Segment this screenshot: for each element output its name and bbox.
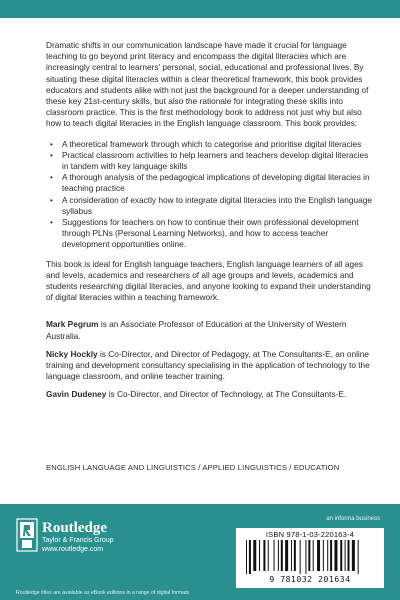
author-name: Nicky Hockly xyxy=(46,348,98,359)
publisher-url: www.routledge.com xyxy=(42,546,104,553)
routledge-logo-icon xyxy=(16,518,38,552)
barcode-bar xyxy=(249,540,251,574)
informa-note: an informa business xyxy=(326,516,380,522)
barcode-bar xyxy=(340,540,342,571)
author-name: Gavin Dudeney xyxy=(46,389,107,400)
feature-list xyxy=(46,139,376,251)
barcode-bar xyxy=(253,540,256,571)
barcode-bar xyxy=(246,540,247,574)
barcode-bar xyxy=(358,540,359,574)
barcode-bar xyxy=(305,540,306,574)
publisher-footer xyxy=(0,504,400,600)
author-bio-pegrum: Mark Pegrum is an Associate Professor of Education at the University of Western Australia. xyxy=(46,319,347,341)
barcode-digits: 9 781032 201634 xyxy=(269,575,351,584)
barcode-bar xyxy=(317,540,320,571)
audience-paragraph: This book is ideal for English language teachers, English language learners of all ages and levels, academics and researchers of all age groups and levels, academics and students researching digital literacies, and anyone looking to expand their understanding of digital literacies within a teaching framework. xyxy=(46,258,371,303)
publisher-name: Routledge xyxy=(42,520,107,536)
barcode-bar xyxy=(291,540,292,571)
author-bio-dudeney: Gavin Dudeney is Co-Director, and Director of Technology, at The Consultants-E. xyxy=(46,389,347,400)
barcode-bar xyxy=(294,540,296,571)
barcode-bar xyxy=(313,540,314,571)
publisher-group: Taylor & Francis Group xyxy=(42,537,114,544)
top-color-band xyxy=(0,0,400,18)
barcode-bar xyxy=(327,540,328,571)
bullet-icon: • xyxy=(50,173,53,183)
barcode-bar xyxy=(323,540,324,571)
bullet-icon: • xyxy=(50,139,53,149)
barcode-bar xyxy=(263,540,265,571)
list-item: • Practical classroom activities to help learners and teachers develop digital literacies in tandem with key language skills xyxy=(50,149,369,172)
barcode-icon xyxy=(240,540,380,574)
barcode-bar xyxy=(285,540,288,571)
list-item: • Suggestions for teachers on how to continue their own professional development through PLNs (Personal Learning Networks), and how to access teacher development opportunities online. xyxy=(50,217,359,250)
subject-categories: ENGLISH LANGUAGE AND LINGUISTICS / APPLIED LINGUISTICS / EDUCATION xyxy=(46,463,340,472)
bullet-icon: • xyxy=(50,195,53,205)
author-bio-hockly: Nicky Hockly is Co-Director, and Director of Pedagogy, at The Consultants-E, an online training and development consultancy specialising in the application of technology to the language classroom, and online teacher training. xyxy=(46,348,370,382)
barcode-bar xyxy=(334,540,337,571)
list-item: • A theoretical framework through which to categorise and prioritise digital literacies xyxy=(50,138,362,149)
barcode-bar xyxy=(300,540,301,574)
barcode-bar xyxy=(330,540,332,571)
isbn-barcode xyxy=(236,528,384,588)
back-cover-text xyxy=(46,40,376,408)
ebook-note: Routledge titles are available as eBook editions in a range of digital formats xyxy=(16,590,190,596)
barcode-bar xyxy=(348,540,350,571)
intro-paragraph: Dramatic shifts in our communication landscape have made it crucial for language teaching to go beyond print literacy and encompass the digital literacies which are increasingly central to learners' personal, social, educational and professional lives. By situating these digital literacies within a clear theoretical framework, this book provides educators and students alike with not just the background for a deeper understanding of these key 21st-century skills, but also the rationale for integrating these skills into classroom practice. This is the first methodology book to address not just why but also how to teach digital literacies in the English language classroom. This book provides: xyxy=(46,40,369,129)
barcode-bar xyxy=(274,540,275,571)
barcode-bar xyxy=(278,540,279,571)
barcode-bar xyxy=(308,540,310,571)
barcode-bar xyxy=(259,540,260,571)
routledge-logo xyxy=(16,518,146,558)
author-name: Mark Pegrum xyxy=(46,319,99,330)
isbn-label: ISBN 978-1-03-220163-4 xyxy=(265,530,355,539)
barcode-bar xyxy=(268,540,269,571)
bullet-icon: • xyxy=(50,150,53,160)
list-item: • A consideration of exactly how to integrate digital literacies into the English language syllabus xyxy=(50,194,372,216)
barcode-bar xyxy=(281,540,283,571)
bullet-icon: • xyxy=(50,218,53,228)
list-item: • A thorough analysis of the pedagogical implications of developing digital literacies in teaching practice xyxy=(50,172,370,194)
barcode-bar xyxy=(345,540,346,571)
barcode-bar xyxy=(352,540,355,571)
